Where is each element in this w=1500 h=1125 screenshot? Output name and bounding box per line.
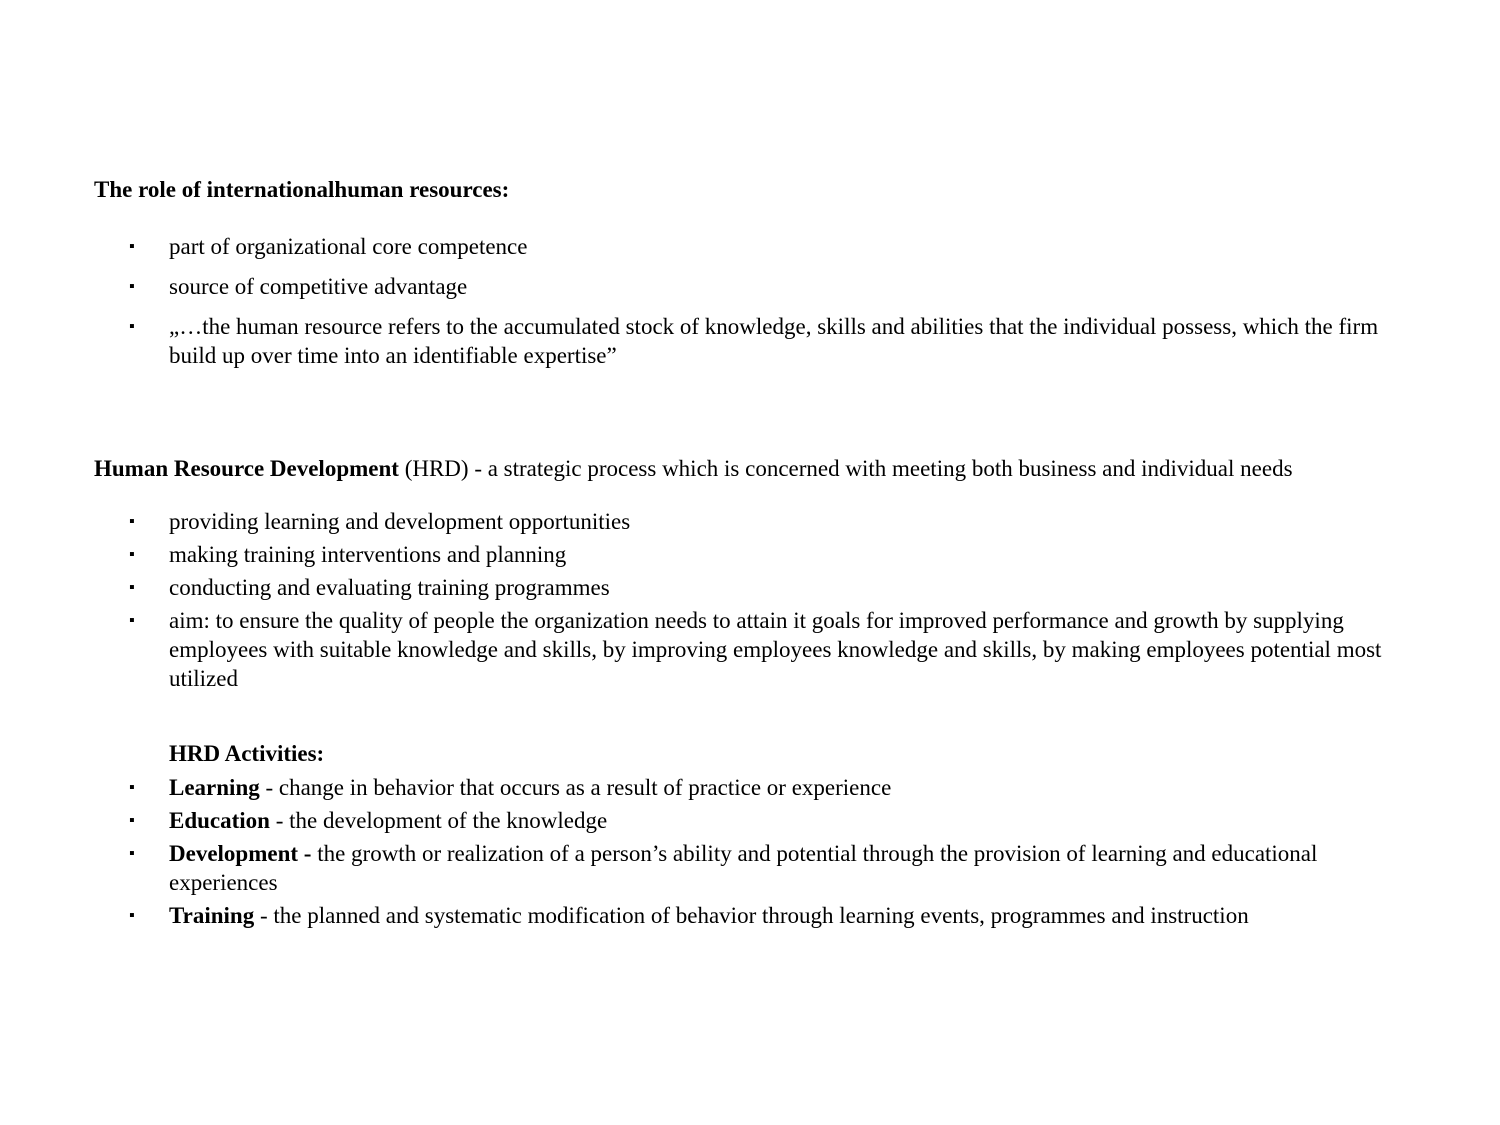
list-item-text: part of organizational core competence <box>169 234 528 259</box>
hrd-definition <box>94 455 1293 483</box>
section-heading-hrd-activities: HRD Activities: <box>169 741 325 766</box>
list-item <box>0 540 1500 569</box>
list-item <box>0 839 1500 897</box>
bullet-icon: ▪ <box>129 845 135 862</box>
list-item-text: „…the human resource refers to the accumulated stock of knowledge, skills and abilities that the individual possess, which the firm build up over time into an identifiable expertise” <box>169 314 1379 368</box>
bullet-icon: ▪ <box>129 318 135 335</box>
bullet-icon: ▪ <box>129 812 135 829</box>
hrd-term: Human Resource Development <box>94 456 399 481</box>
section-heading-role: The role of internationalhuman resources: <box>94 177 510 202</box>
list-item <box>0 573 1500 602</box>
hrd-bullet-list <box>0 507 1500 697</box>
list-item <box>0 773 1500 802</box>
activity-text: - change in behavior that occurs as a result of practice or experience <box>259 775 892 800</box>
list-item <box>0 606 1500 693</box>
activity-text: - the planned and systematic modification of behavior through learning events, programmes and instruction <box>254 903 1249 928</box>
list-item <box>0 232 1500 261</box>
bullet-icon: ▪ <box>129 513 135 530</box>
activity-term: Training <box>169 903 255 928</box>
list-item <box>0 901 1500 930</box>
role-bullet-list <box>0 232 1500 381</box>
activity-text: - the development of the knowledge <box>269 808 608 833</box>
hrd-definition-text: (HRD) - a strategic process which is concerned with meeting both business and individual needs <box>398 456 1293 481</box>
list-item-text: providing learning and development opportunities <box>169 509 631 534</box>
list-item-text: making training interventions and planning <box>169 542 567 567</box>
list-item-text: conducting and evaluating training programmes <box>169 575 610 600</box>
activity-text: the growth or realization of a person’s ability and potential through the provision of learning and educational experiences <box>169 841 1318 895</box>
list-item-text: source of competitive advantage <box>169 274 468 299</box>
hrd-activities-list <box>0 773 1500 934</box>
bullet-icon: ▪ <box>129 612 135 629</box>
activity-term: Development - <box>169 841 312 866</box>
list-item <box>0 806 1500 835</box>
list-item <box>0 507 1500 536</box>
bullet-icon: ▪ <box>129 907 135 924</box>
list-item <box>0 312 1500 370</box>
bullet-icon: ▪ <box>129 278 135 295</box>
bullet-icon: ▪ <box>129 579 135 596</box>
activity-term: Education <box>169 808 270 833</box>
bullet-icon: ▪ <box>129 546 135 563</box>
list-item <box>0 272 1500 301</box>
activity-term: Learning <box>169 775 260 800</box>
bullet-icon: ▪ <box>129 779 135 796</box>
bullet-icon: ▪ <box>129 238 135 255</box>
list-item-text: aim: to ensure the quality of people the organization needs to attain it goals for improved performance and growth by supplying employees with suitable knowledge and skills, by improving employees knowledge and skills, by making employees potential most utilized <box>169 608 1382 691</box>
